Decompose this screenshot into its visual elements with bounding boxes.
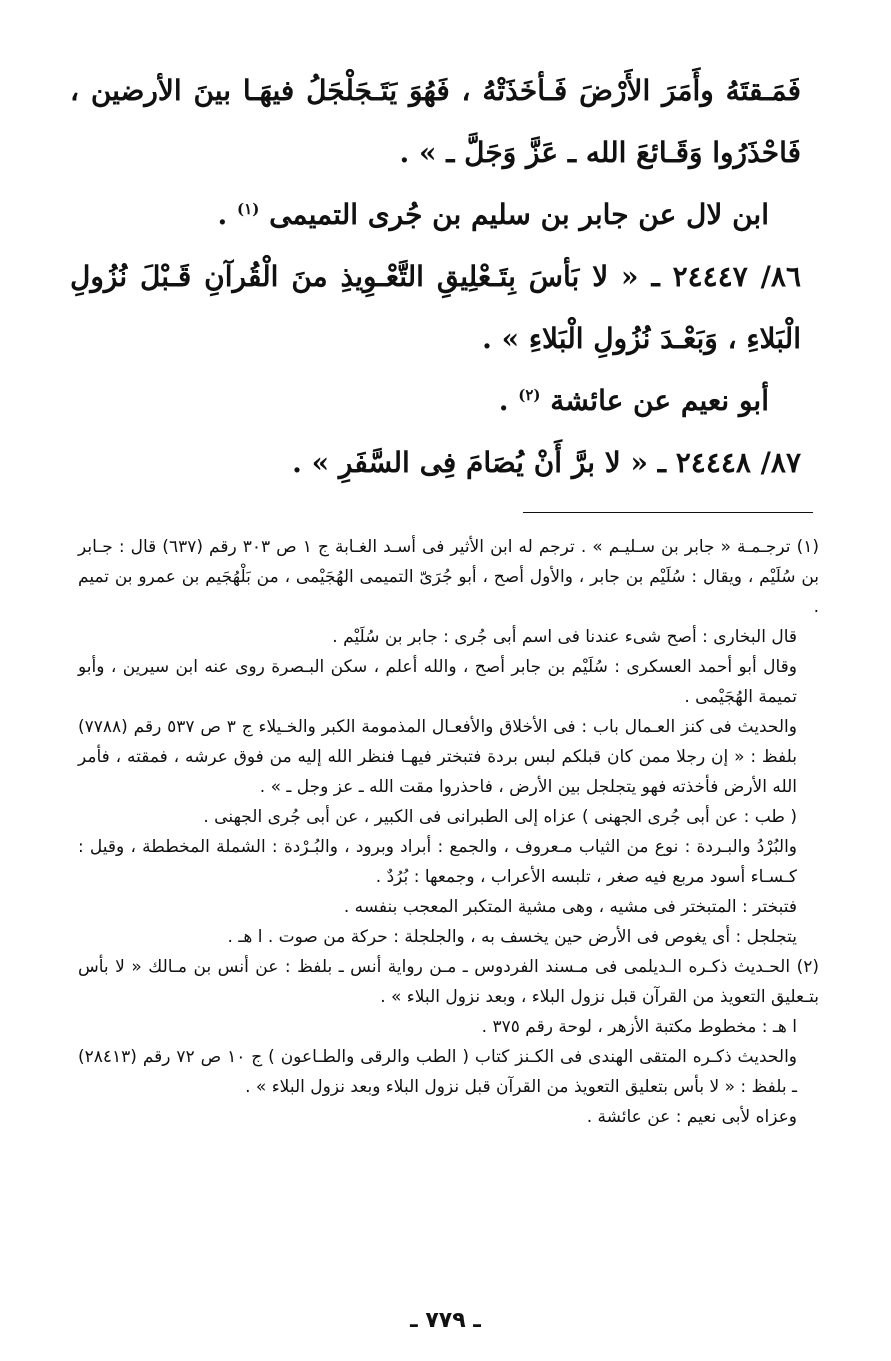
footnote-line: والبُرْدُ والبـردة : نوع من الثياب مـعروف ، والجمع : أبراد وبرود ، والبُـرْدة : الشملة المخططة ، وقيل : كـسـاء أسود مربع فيه صغر ، تلبسه الأعراب ، وجمعها : بُرُدٌ . bbox=[78, 837, 797, 887]
hadith-24447: ٨٦/ ٢٤٤٤٧ ـ « لا بَأسَ بِتَـعْلِيقِ التَّعْـوِيذِ منَ الْقُرآنِ قَـبْلَ نُزُولِ الْبَلاءِ ، وَبَعْـدَ نُزُولِ الْبَلاءِ » . bbox=[70, 260, 801, 355]
footnote-line: ا هـ : مخطوط مكتبة الأزهر ، لوحة رقم ٣٧٥ . bbox=[481, 1017, 797, 1037]
footnote-divider bbox=[523, 512, 813, 513]
main-text bbox=[70, 60, 801, 494]
hadith-source-1 bbox=[70, 184, 801, 246]
footnote-1: (١) ترجـمـة « جابر بن سـليـم » . ترجم له ابن الأثير فى أسـد الغـابة ج ١ ص ٣٠٣ رقم (٦٣٧) قال : جـابر بن سُلَيْم ، ويقال : سُلَيْم بن جابر ، والأول أصح ، أبو جُرَىّ التميمى الهُجَيْمى ، من بَلْهُجَيم بن عمرو بن تميم . bbox=[78, 537, 819, 617]
footnote-ref-1[interactable]: (١) bbox=[237, 200, 260, 218]
footnote-line: قال البخارى : أصح شىء عندنا فى اسم أبى جُرى : جابر بن سُلَيْم . bbox=[332, 627, 797, 647]
source-end: . bbox=[498, 384, 519, 417]
footnote-ref-2[interactable]: (٢) bbox=[518, 386, 541, 404]
footnote-2: (٢) الحـديث ذكـره الـديلمى فى مـسند الفردوس ـ مـن رواية أنس ـ بلفظ : عن أنس بن مـالك « لا بأس بتـعليق التعويذ من القرآن قبل نزول البلاء ، وبعد نزول البلاء » . bbox=[78, 957, 819, 1007]
footnote-line: والحديث ذكـره المتقى الهندى فى الكـنز كتاب ( الطب والرقى والطـاعون ) ج ١٠ ص ٧٢ رقم (٢٨٤١٣) ـ بلفظ : « لا بأس بتعليق التعويذ من القرآن قبل نزول البلاء وبعد نزول البلاء » . bbox=[78, 1047, 797, 1097]
footnote-line: وعزاه لأبى نعيم : عن عائشة . bbox=[586, 1107, 797, 1127]
hadith-24448: ٨٧/ ٢٤٤٤٨ ـ « لا برَّ أَنْ يُصَامَ فِى السَّفَرِ » . bbox=[292, 446, 801, 479]
footnote-line: يتجلجل : أى يغوص فى الأرض حين يخسف به ، والجلجلة : حركة من صوت . ا هـ . bbox=[227, 927, 797, 947]
page-number: ـ ٧٧٩ ـ bbox=[410, 1308, 481, 1333]
hadith-text-continuation: فَمَـقتَهُ وأَمَرَ الأَرْضَ فَـأخَذَتْهُ ، فَهُوَ يَتَـجَلْجَلُ فيهَـا بينَ الأرضين ، فَاحْذَرُوا وَقَـائعَ الله ـ عَزَّ وَجَلَّ ـ » . bbox=[70, 74, 801, 169]
source-text: أبو نعيم عن عائشة bbox=[550, 384, 769, 417]
footnote-line: وقال أبو أحمد العسكرى : سُلَيْم بن جابر أصح ، والله أعلم ، سكن البـصرة روى عنه ابن سيرين ، وأبو تميمة الهُجَيْمى . bbox=[78, 657, 797, 707]
hadith-source-2 bbox=[70, 370, 801, 432]
source-text: ابن لال عن جابر بن سليم بن جُرى التميمى bbox=[269, 198, 769, 231]
footnote-line: ( طب : عن أبى جُرى الجهنى ) عزاه إلى الطبرانى فى الكبير ، عن أبى جُرى الجهنى . bbox=[203, 807, 797, 827]
footnote-line: والحديث فى كنز العـمال باب : فى الأخلاق والأفعـال المذمومة الكبر والخـيلاء ج ٣ ص ٥٣٧ رقم (٧٧٨٨) بلفظ : « إن رجلا ممن كان قبلكم لبس بردة فتبختر فيهـا فنظر الله إليه من فوق عرشه ، فمقته ، فأمر الله الأرض فأخذته فهو يتجلجل بين الأرض ، فاحذروا مقت الله ـ عز وجل ـ » . bbox=[78, 717, 797, 797]
footnotes bbox=[78, 532, 819, 1132]
footnote-line: فتبختر : المتبختر فى مشيه ، وهى مشية المتكبر المعجب بنفسه . bbox=[343, 897, 797, 917]
source-end: . bbox=[217, 198, 238, 231]
